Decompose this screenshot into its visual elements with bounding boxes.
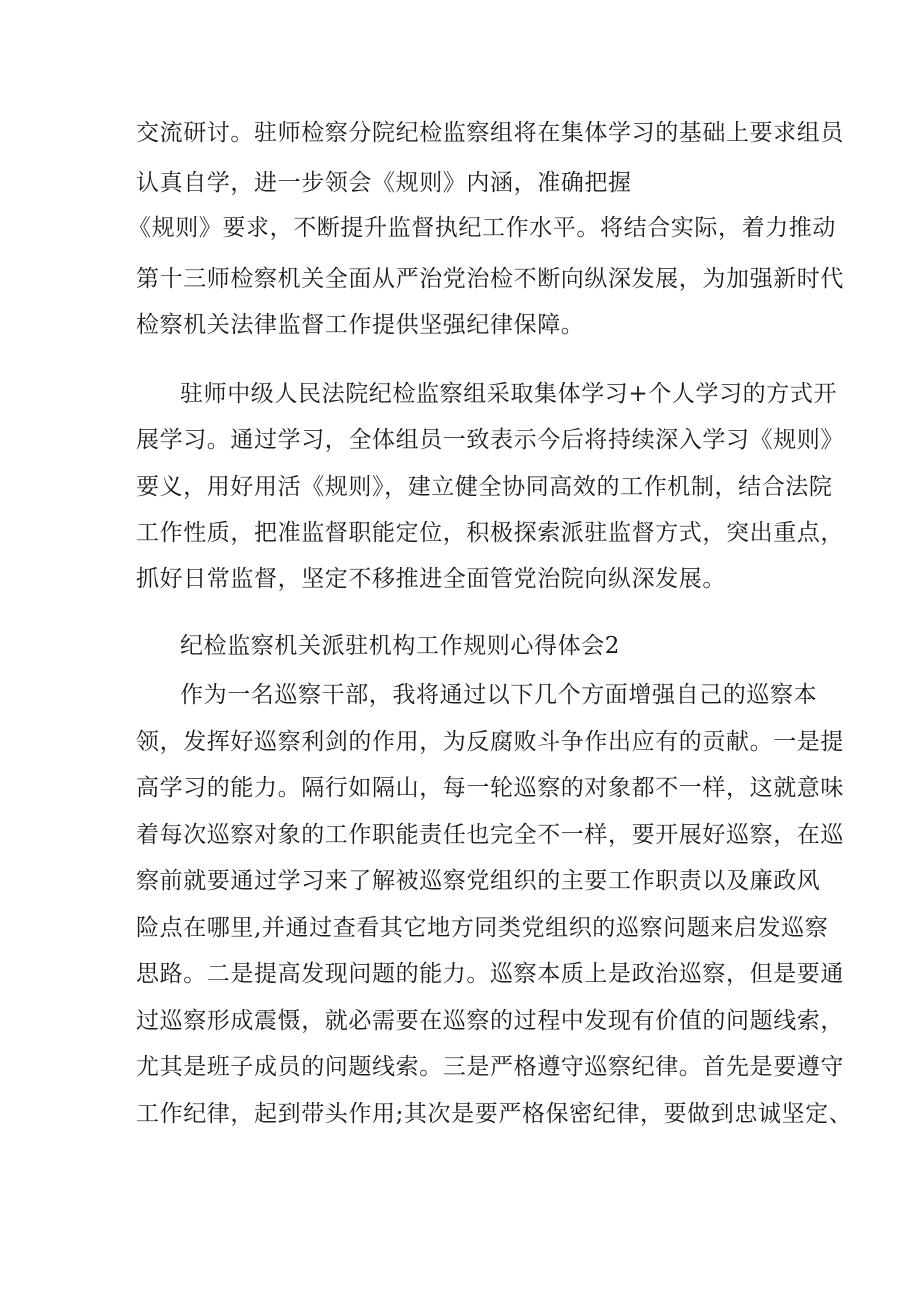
paragraph-3-line-6: 险点在哪里,并通过查看其它地方同类党组织的巡察问题来启发巡察 bbox=[136, 915, 829, 941]
paragraph-3-line-10: 工作纪律，起到带头作用;其次是要严格保密纪律，要做到忠诚坚定、 bbox=[136, 1101, 853, 1127]
paragraph-1-line-1: 交流研讨。驻师检察分院纪检监察组将在集体学习的基础上要求组员 bbox=[136, 120, 844, 146]
paragraph-1-line-5: 检察机关法律监督工作提供坚强纪律保障。 bbox=[136, 312, 585, 338]
paragraph-2-line-5: 抓好日常监督，坚定不移推进全面管党治院向纵深发展。 bbox=[136, 566, 726, 592]
paragraph-3-line-9: 尤其是班子成员的问题线索。三是严格遵守巡察纪律。首先是要遵守 bbox=[136, 1054, 844, 1080]
paragraph-1-line-4: 第十三师检察机关全面从严治党治检不断向纵深发展，为加强新时代 bbox=[136, 266, 844, 292]
paragraph-3-line-7: 思路。二是提高发现问题的能力。巡察本质上是政治巡察，但是要通 bbox=[136, 961, 844, 987]
paragraph-3-line-1: 作为一名巡察干部，我将通过以下几个方面增强自己的巡察本 bbox=[180, 682, 818, 708]
paragraph-3-line-2: 领，发挥好巡察利剑的作用，为反腐败斗争作出应有的贡献。一是提 bbox=[136, 729, 844, 755]
paragraph-1-line-3: 《规则》要求，不断提升监督执纪工作水平。将结合实际，着力推动 bbox=[128, 215, 836, 241]
paragraph-2-line-2: 展学习。通过学习，全体组员一致表示今后将持续深入学习《规则》 bbox=[136, 427, 844, 453]
paragraph-3-line-8: 过巡察形成震慑，就必需要在巡察的过程中发现有价值的问题线索， bbox=[136, 1008, 844, 1034]
section-heading: 纪检监察机关派驻机构工作规则心得体会2 bbox=[180, 633, 621, 659]
paragraph-2-line-4: 工作性质，把准监督职能定位，积极探索派驻监督方式，突出重点， bbox=[136, 520, 844, 546]
paragraph-3-line-4: 着每次巡察对象的工作职能责任也完全不一样，要开展好巡察，在巡 bbox=[136, 822, 844, 848]
paragraph-2-line-3: 要义，用好用活《规则》，建立健全协同高效的工作机制，结合法院 bbox=[136, 474, 833, 500]
paragraph-1-line-2: 认真自学，进一步领会《规则》内涵，准确把握 bbox=[136, 170, 632, 196]
paragraph-2-line-1: 驻师中级人民法院纪检监察组采取集体学习+个人学习的方式开 bbox=[180, 381, 838, 407]
paragraph-3-line-5: 察前就要通过学习来了解被巡察党组织的主要工作职责以及廉政风 bbox=[136, 868, 821, 894]
paragraph-3-line-3: 高学习的能力。隔行如隔山，每一轮巡察的对象都不一样，这就意味 bbox=[136, 775, 844, 801]
